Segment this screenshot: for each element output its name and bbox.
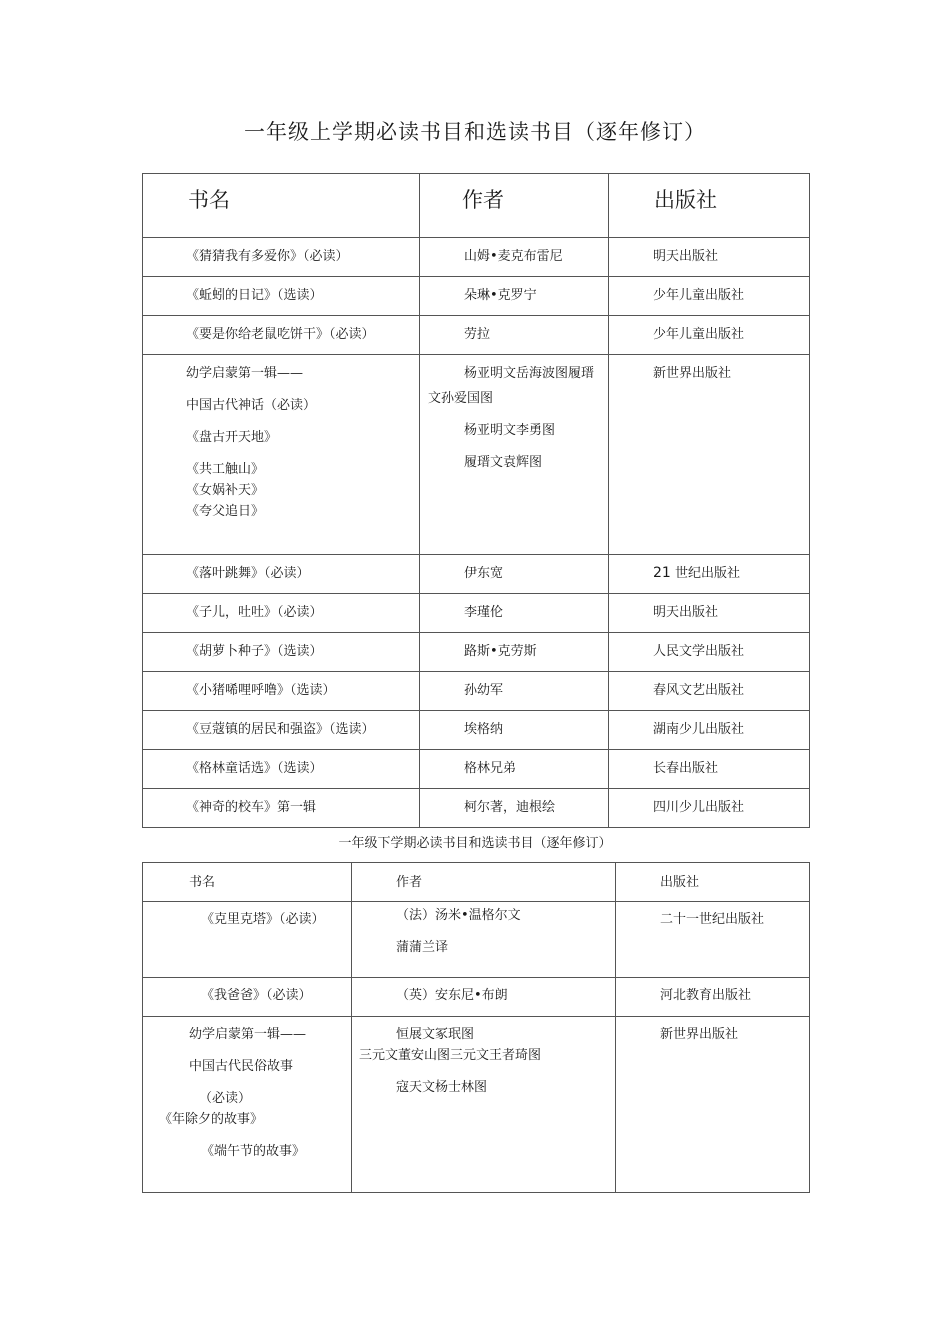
publisher-cell: 春风文艺出版社 (653, 683, 745, 698)
author-line: 杨亚明文李勇图 (464, 423, 556, 438)
author-cell: 山姆•麦克布雷尼 (464, 249, 563, 264)
book-cell: 《落叶跳舞》（必读） (186, 566, 310, 581)
book-cell: 《我爸爸》（必读） (201, 988, 312, 1003)
author-cell: 路斯•克劳斯 (464, 644, 537, 659)
table-row (143, 633, 810, 672)
author-line: 履瑨文袁辉图 (464, 455, 543, 470)
series-line: 《盘古开天地》 (186, 430, 278, 445)
table-row (143, 277, 810, 316)
page-title: 一年级上学期必读书目和选读书目（逐年修订） (244, 120, 706, 144)
header-book-name: 书名 (188, 188, 230, 212)
author-cell: 朵琳•克罗宁 (464, 288, 537, 303)
table-row (143, 750, 810, 789)
book-cell: 《胡萝卜种子》（选读） (186, 644, 323, 659)
book-cell: 《子儿，吐吐》（必读） (186, 605, 323, 620)
header-author: 作者 (396, 875, 423, 890)
table-row (143, 711, 810, 750)
publisher-text: 世纪出版社 (674, 566, 740, 581)
author-cell: 李瑾伦 (464, 605, 504, 620)
author-cell (352, 902, 615, 955)
author-cell: （英）安东尼•布朗 (396, 988, 508, 1003)
publisher-cell: 四川少儿出版社 (653, 800, 745, 815)
book-cell: 《蚯蚓的日记》（选读） (186, 288, 323, 303)
author-cell: 埃格纳 (464, 722, 504, 737)
publisher-cell: 少年儿童出版社 (653, 327, 745, 342)
reading-list-table-second-semester (142, 862, 810, 1193)
table-row (143, 238, 810, 277)
author-line: 寇天文杨士林图 (396, 1080, 488, 1095)
reading-list-table-first-semester (142, 173, 810, 828)
table-row (143, 789, 810, 828)
series-line: 中国古代神话（必读） (186, 398, 317, 413)
table-row (143, 316, 810, 355)
author-line: 蒲蒲兰译 (396, 940, 449, 955)
author-cell: 格林兄弟 (464, 761, 517, 776)
series-line: （必读） (199, 1091, 252, 1106)
author-line: 三元文董安山图三元文王者琦图 (359, 1048, 542, 1063)
table-row (143, 672, 810, 711)
publisher-number: 21 (653, 565, 671, 581)
book-cell: 《小猪唏哩呼噜》（选读） (186, 683, 336, 698)
book-cell: 《要是你给老鼠吃饼干》（必读） (186, 327, 375, 342)
publisher-cell: 河北教育出版社 (660, 988, 752, 1003)
book-cell: 《格林童话选》（选读） (186, 761, 323, 776)
table-row-series (143, 355, 810, 555)
book-cell: 《神奇的校车》第一辑 (186, 800, 317, 815)
series-line: 中国古代民俗故事 (189, 1059, 294, 1074)
series-line: 《夸父追日》 (186, 504, 265, 519)
publisher-cell: 少年儿童出版社 (653, 288, 745, 303)
book-cell: 《猜猜我有多爱你》（必读） (186, 249, 349, 264)
series-line: 《女娲补天》 (186, 483, 265, 498)
author-line: 恒展文冢珉图 (396, 1027, 475, 1042)
header-author: 作者 (462, 188, 504, 212)
publisher-cell: 明天出版社 (653, 249, 719, 264)
publisher-cell: 二十一世纪出版社 (660, 912, 765, 927)
author-cell: 孙幼军 (464, 683, 504, 698)
table-row-series (143, 1017, 810, 1193)
table-row (143, 594, 810, 633)
book-cell-series (143, 1017, 351, 1159)
series-line: 幼学启蒙第一辑—— (186, 366, 304, 381)
header-publisher: 出版社 (660, 875, 700, 890)
series-line: 《共工触山》 (186, 462, 265, 477)
publisher-cell (609, 555, 809, 581)
publisher-cell: 明天出版社 (653, 605, 719, 620)
book-cell: 《豆蔻镇的居民和强盗》（选读） (186, 722, 375, 737)
publisher-cell: 湖南少儿出版社 (653, 722, 745, 737)
table-row (143, 978, 810, 1017)
publisher-cell: 人民文学出版社 (653, 644, 745, 659)
publisher-cell: 新世界出版社 (660, 1027, 739, 1042)
table-row (143, 555, 810, 594)
section-subtitle: 一年级下学期必读书目和选读书目（逐年修订） (338, 836, 612, 851)
author-cell: 柯尔著，迪根绘 (464, 800, 556, 815)
series-line: 《年除夕的故事》 (159, 1112, 264, 1127)
book-cell-series (143, 355, 419, 519)
table-header-row (143, 174, 810, 238)
book-cell: 《克里克塔》（必读） (201, 912, 325, 927)
publisher-cell: 新世界出版社 (653, 366, 732, 381)
author-cell: 劳拉 (464, 327, 491, 342)
author-line: （法）汤米•温格尔文 (396, 908, 521, 923)
author-cell-series (352, 1017, 615, 1095)
series-line: 《端午节的故事》 (201, 1144, 306, 1159)
author-cell: 伊东宽 (464, 566, 504, 581)
publisher-cell: 长春出版社 (653, 761, 719, 776)
author-cell-series (420, 355, 608, 470)
author-line: 文孙爱国图 (428, 391, 494, 406)
header-publisher: 出版社 (654, 188, 717, 212)
header-book-name: 书名 (189, 875, 216, 890)
table-row (143, 902, 810, 978)
series-line: 幼学启蒙第一辑—— (189, 1027, 307, 1042)
author-line: 杨亚明文岳海波图履瑨 (464, 366, 595, 381)
table-header-row (143, 863, 810, 902)
